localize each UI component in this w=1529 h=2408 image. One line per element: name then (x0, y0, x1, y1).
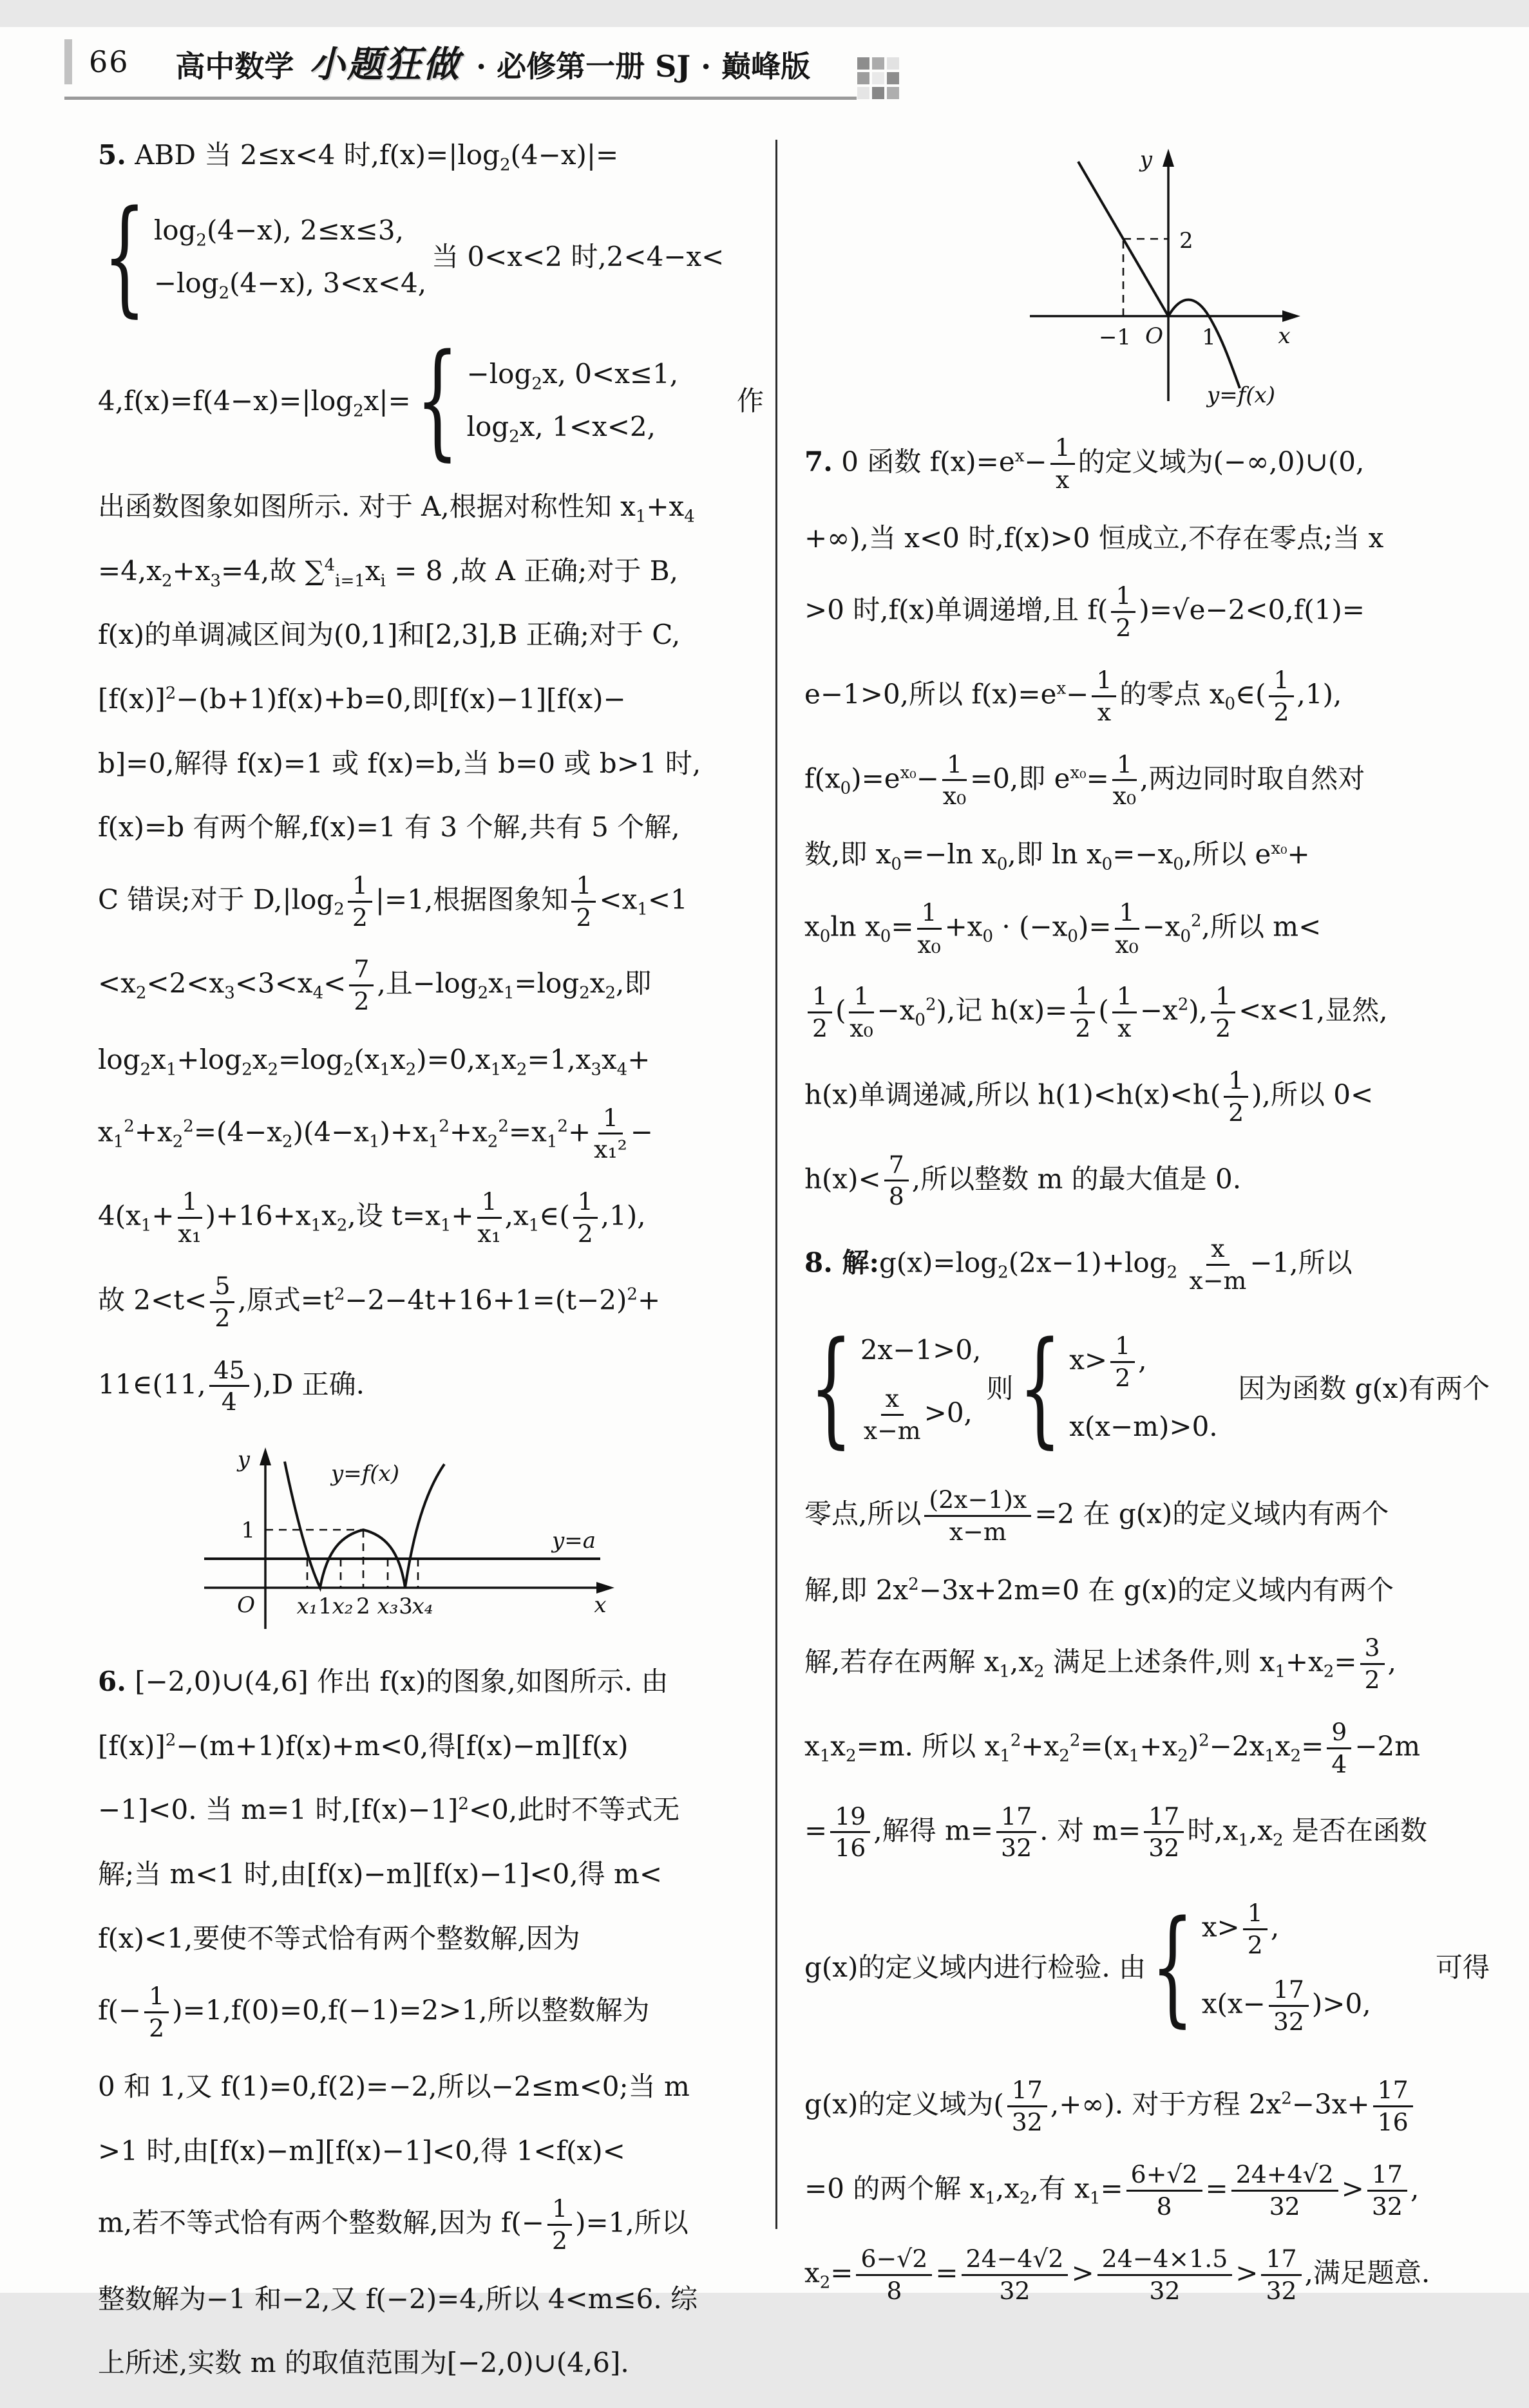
brace-glyph: { (1018, 1315, 1062, 1461)
fraction: $\frac{19}{16}$ (830, 1803, 870, 1862)
text-line: >0 时,f(x)单调递增,且 f( $\frac{1}{2}$ )=√e−2<0,f(1)= (804, 581, 1365, 643)
text-line: >1 时,由[f(x)−m][f(x)−1]<0,得 1<f(x)< (98, 2134, 625, 2167)
curve-label: y=f(x) (331, 1461, 399, 1487)
fraction: $\frac{1}{2}$ (808, 983, 832, 1042)
brace-glyph: { (415, 327, 459, 473)
piecewise-cases (1018, 1315, 1218, 1461)
text-line: 0 和 1,又 f(1)=0,f(2)=−2,所以−2≤m<0;当 m (98, 2070, 690, 2102)
fraction: $\frac{5}{2}$ (210, 1273, 234, 1331)
right-column (788, 136, 1490, 2408)
y-axis-label: y (237, 1447, 250, 1473)
text-line: = $\frac{19}{16}$ ,解得 m= $\frac{17}{32}$ . 对 m= $\frac{17}{32}$ 时$,x_1,x_2$ 是否在函数 (804, 1801, 1427, 1863)
text-line: f(x)<1,要使不等式恰有两个整数解,因为 (98, 1922, 580, 1954)
title-prefix: 高中数学 (175, 49, 294, 84)
fraction: $\frac{9}{4}$ (1327, 1719, 1351, 1778)
text-line: 零点,所以 $\frac{(2x-1)x}{x-m}$ =2 在 g(x)的定义域内有两个 (804, 1485, 1389, 1546)
header-accent-bar (64, 39, 72, 84)
tick-3: 3 (399, 1594, 413, 1620)
text-line: h(x)单调递减,所以 h(1)<h(x)<h( $\frac{1}{2}$ ),所以 0< (804, 1066, 1374, 1127)
case-row: x> $\frac{1}{2}$ , (1201, 1899, 1280, 1960)
fraction: $\frac{17}{32}$ (996, 1803, 1036, 1862)
tick-1: 1 (1202, 325, 1216, 350)
fraction: $\frac{6+√2}{8}$ (1126, 2161, 1202, 2220)
fraction: $\frac{1}{\text{x₀}}$ (942, 749, 967, 811)
fraction: $\frac{24-4\times 1.5}{32}$ (1097, 2246, 1233, 2304)
fraction: $\frac{1}{\text{x₁}}$ (178, 1187, 202, 1248)
fraction: $\frac{1}{2}$ (348, 872, 372, 931)
fraction: $\frac{1}{2}$ (1070, 983, 1095, 1042)
text-line (804, 1315, 1490, 1461)
text-line: $\frac{1}{2}$ ( $\frac{1}{\text{x₀}}$ $-x_0^2$),记 h(x)= $\frac{1}{2}$ ( $\frac{1}{x}$ $-x^2$), $\frac{1}{2}$ <x<1,显然, (804, 983, 1490, 1042)
figure-problem6-graph (1017, 136, 1313, 413)
text-line: +∞),当 x<0 时,f(x)>0 恒成立,不存在零点;当 x (804, 522, 1384, 554)
text-line: $f(x_0)=e^{x_0}-$ $\frac{1}{\text{x₀}}$ =0,即 $e^{x_0}=$ $\frac{1}{\text{x₀}}$ ,两边同时取自然对 (804, 749, 1365, 811)
text-line: $4(x_1+$ $\frac{1}{\text{x₁}}$ )$+16+x_1x_2$,设 $t=x_1+$ $\frac{1}{\text{x₁}}$ $,x_1\in$( $\frac{1}{2}$ ,1), (98, 1187, 646, 1248)
fraction: $\frac{1}{x}$ (1092, 667, 1116, 726)
text-line: b]=0,解得 f(x)=1 或 f(x)=b,当 b=0 或 b>1 时, (98, 747, 701, 779)
fraction: $\frac{1}{2}$ (1111, 583, 1135, 641)
text-line: f(x)的单调减区间为(0,1]和[2,3],B 正确;对于 C, (98, 619, 681, 651)
page-header (64, 27, 857, 100)
text-line: 解;当 m<1 时,由[f(x)−m][f(x)−1]<0,得 m< (98, 1858, 663, 1890)
fraction: $\frac{45}{4}$ (209, 1357, 249, 1416)
fraction: $\frac{3}{2}$ (1360, 1635, 1385, 1693)
text-line: 数,即 $x_0=-\ln$ $x_0$,即 $\ln x_0=-x_0$,所以 $e^{x_0}+$ (804, 838, 1310, 874)
fraction: $\frac{x}{x-m}$ (1189, 1234, 1247, 1295)
fraction: $\frac{1}{2}$ (1243, 1900, 1268, 1959)
tick-1-x: 1 (318, 1594, 332, 1620)
text-line: 上所述,实数 m 的取值范围为[−2,0)∪(4,6]. (98, 2347, 629, 2379)
tick-neg1: −1 (1098, 325, 1132, 350)
case-row: $-\log_2(4-x)$, 3<x<4, (153, 267, 427, 303)
tick-x3: x₃ (377, 1594, 399, 1620)
line-label-y-equals-a: y=a (552, 1528, 596, 1554)
fraction: $\frac{1}{\text{x₀}}$ (917, 898, 941, 959)
tick-1-y: 1 (241, 1518, 255, 1544)
text-segment: g(x)的定义域内进行检验. 由 (804, 1952, 1146, 1984)
column-divider (775, 140, 777, 2229)
text-segment: 当 0<x<2 时,2<4−x< (432, 241, 725, 273)
x-axis-label: x (1278, 323, 1291, 349)
x-axis-arrow (1282, 310, 1300, 322)
origin-label: O (1145, 323, 1163, 349)
text-line: $x_1x_2=m$. 所以 $x_1^2+x_2^2=(x_1+x_2)^2-2x_1x_2=$ $\frac{9}{4}$ −2m (804, 1717, 1421, 1778)
fraction: $\frac{1}{\text{x₀}}$ (850, 982, 873, 1043)
text-line: 11∈(11, $\frac{45}{4}$ ),D 正确. (98, 1355, 365, 1416)
text-line: 8. 解$:g(x)=\log_2(2x-1)+\log_2$ $\frac{x}{x-m}$ −1,所以 (804, 1234, 1353, 1295)
fraction: $\frac{1}{\text{x₁²}}$ (594, 1103, 627, 1164)
y-axis-label: y (1139, 147, 1152, 173)
brand-logo: 小题狂做 (309, 43, 461, 86)
text-line: 6. [−2,0)∪(4,6] 作出 f(x)的图象,如图所示. 由 (98, 1666, 669, 1698)
page-title (175, 36, 810, 88)
fraction: $\frac{24-4√2}{32}$ (962, 2246, 1068, 2304)
text-segment: 可得 (1435, 1952, 1490, 1984)
text-line (98, 327, 764, 473)
y-axis-arrow (260, 1447, 271, 1465)
text-line: $x_1^2+x_2^2=(4-x_2)(4-x_1)+x_1^2+x_2^2=x_1^2+$ $\frac{1}{\text{x₁²}}$ − (98, 1103, 653, 1164)
fraction: $\frac{1}{2}$ (571, 872, 596, 931)
text-line: $x_0\ln$ $x_0=$ $\frac{1}{\text{x₀}}$ $+x_0 \cdot (-x_0)=$ $\frac{1}{\text{x₀}}$ $-x_0^2$,所以 m< (804, 898, 1322, 959)
brace-glyph: { (810, 1315, 853, 1461)
text-line: 解,若存在两解 $x_1,x_2$ 满足上述条件,则 $x_1+x_2=$ $\frac{3}{2}$ , (804, 1633, 1396, 1695)
text-segment: 则 (986, 1372, 1014, 1404)
tick-x1: x₁ (296, 1594, 318, 1620)
fraction: $\frac{1}{\text{x₁}}$ (477, 1187, 501, 1248)
text-line: =0 的两个解 $x_1,x_2$,有 $x_1=$ $\frac{6+√2}{8}$ = $\frac{24+4√2}{32}$ > $\frac{17}{32}$ , (804, 2160, 1420, 2221)
fraction: $\frac{17}{32}$ (1269, 1977, 1309, 2035)
text-line: −1]<0. 当 m=1 时$,[f(x)-1]^2<0$,此时不等式无 (98, 1794, 680, 1826)
text-line: 解,即 $2x^2-3x+2m=0$ 在 g(x)的定义域内有两个 (804, 1574, 1394, 1606)
fraction: $\frac{1}{2}$ (573, 1189, 598, 1247)
fraction: $\frac{1}{2}$ (1224, 1068, 1248, 1126)
two-column-layout (98, 136, 1529, 2408)
tick-x4: x₄ (412, 1594, 433, 1620)
fraction: $\frac{17}{32}$ (1367, 2161, 1407, 2220)
left-column (98, 136, 764, 2408)
page-number: 66 (89, 44, 129, 79)
tick-x2: x₂ (332, 1594, 354, 1620)
piecewise-cases (810, 1315, 982, 1461)
fraction: $\frac{(2x-1)x}{x-m}$ (924, 1487, 1031, 1545)
fraction: $\frac{1}{2}$ (1269, 667, 1293, 726)
fraction: $\frac{1}{\text{x₀}}$ (1115, 898, 1139, 959)
piecewise-cases (415, 327, 679, 473)
fraction: $\frac{7}{2}$ (349, 956, 374, 1015)
fraction: $\frac{24+4√2}{32}$ (1231, 2161, 1338, 2220)
textbook-page (0, 27, 1529, 2379)
text-line: 出函数图象如图所示. 对于 A,根据对称性知 $x_1+x_4$ (98, 491, 695, 527)
fraction: $\frac{17}{16}$ (1373, 2077, 1413, 2136)
text-line: $<x_2<2<x_3<3<x_4<$ $\frac{7}{2}$ ,且$-\log_2x_1=\log_2x_2$,即 (98, 955, 652, 1016)
text-line: m,若不等式恰有两个整数解,因为 f(− $\frac{1}{2}$ )=1,所以 (98, 2194, 689, 2255)
brace-glyph: { (103, 183, 146, 330)
text-line: 7. 0 函数 $f(x)=e^x-$ $\frac{1}{x}$ 的定义域为(−∞,0)∪(0, (804, 433, 1365, 494)
case-row: $\log_2x$, 1<x<2, (466, 411, 656, 447)
text-segment: 作 (736, 384, 764, 417)
text-line: f(x)=b 有两个解,f(x)=1 有 3 个解,共有 5 个解, (98, 811, 680, 843)
curve-label: y=f(x) (1207, 382, 1275, 408)
piecewise-cases (1151, 1891, 1371, 2044)
text-line: e−1>0,所以 $f(x)=e^x-$ $\frac{1}{x}$ 的零点 $x_0\in$( $\frac{1}{2}$ ,1), (804, 665, 1342, 726)
case-row: $-\log_2x$, 0<x≤1, (466, 357, 679, 394)
y-axis-arrow (1163, 149, 1174, 167)
fraction: $\frac{1}{\text{x₀}}$ (1112, 749, 1137, 811)
fraction: $\frac{7}{8}$ (884, 1152, 909, 1210)
case-row: x> $\frac{1}{2}$ , (1069, 1331, 1147, 1392)
text-line: $x_2=$ $\frac{6-√2}{8}$ = $\frac{24-4√2}{32}$ > $\frac{24-4\times 1.5}{32}$ > $\frac{17}{32}$ ,满足题意. (804, 2244, 1430, 2305)
fraction: $\frac{1}{2}$ (1110, 1333, 1135, 1391)
fraction: $\frac{17}{32}$ (1144, 1803, 1184, 1862)
text-line: C 错误;对于 $D,|\log_2$ $\frac{1}{2}$ |=1,根据图象知 $\frac{1}{2}$ $<x_1<1$ (98, 870, 688, 932)
fraction: $\frac{6-√2}{8}$ (856, 2246, 932, 2304)
tick-2: 2 (356, 1594, 370, 1620)
text-line: g(x)的定义域为( $\frac{17}{32}$ ,+∞). 对于方程 $2x^2-3x+$ $\frac{17}{16}$ (804, 2077, 1490, 2136)
text-line: 5. ABD 当 2≤x<4 时$,f(x)=|\log_2(4-x)|=$ (98, 139, 619, 175)
fraction: $\frac{1}{x}$ (1112, 983, 1137, 1042)
text-segment: 因为函数 g(x)有两个 (1238, 1372, 1490, 1404)
tick-2: 2 (1179, 228, 1193, 254)
brace-glyph: { (1151, 1894, 1194, 2040)
text-line: $[f(x)]^2-(m+1)f(x)+m<0$,得[f(x)−m][f(x) (98, 1729, 629, 1762)
x-axis-label: x (594, 1592, 607, 1619)
text-line (804, 1887, 1490, 2047)
text-line: $[f(x)]^2-(b+1)f(x)+b=0$,即[f(x)−1][f(x)− (98, 682, 626, 715)
origin-label: O (237, 1592, 255, 1619)
case-row: $\frac{x}{x-m}$ >0, (863, 1384, 973, 1445)
text-line: f(− $\frac{1}{2}$ )=1,f(0)=0,f(−1)=2>1,所以整数解为 (98, 1982, 650, 2043)
case-row: 2x−1>0, (860, 1333, 982, 1366)
case-row: $\log_2(4-x)$, 2≤x≤3, (153, 214, 404, 250)
text-line: $=4,x_2+x_3=4$,故 $\sum^4_{i=1}x_i = 8$ ,故 A 正确;对于 B, (98, 554, 678, 591)
text-line: 整数解为−1 和−2,又 f(−2)=4,所以 4<m≤6. 综 (98, 2282, 698, 2315)
figure-problem5-graph (188, 1441, 632, 1634)
checker-decoration-icon (857, 57, 899, 99)
text-line: h(x)< $\frac{7}{8}$ ,所以整数 m 的最大值是 0. (804, 1150, 1242, 1211)
piecewise-cases (103, 183, 427, 330)
fraction: $\frac{17}{32}$ (1261, 2246, 1301, 2304)
text-line: $\log_2x_1+\log_2x_2=\log_2(x_1x_2)=0,x_1x_2=1,x_3x_4+$ (98, 1044, 651, 1080)
fraction: $\frac{x}{x-m}$ (863, 1384, 921, 1445)
case-row: x(x−m)>0. (1069, 1410, 1218, 1442)
fraction: $\frac{1}{x}$ (1050, 435, 1075, 493)
fraction: $\frac{1}{2}$ (1211, 983, 1235, 1042)
fraction: $\frac{17}{32}$ (1007, 2077, 1047, 2136)
text-segment: $4,f(x)=f(4-x)=|\log_2x|=$ (98, 384, 411, 420)
fraction: $\frac{1}{2}$ (547, 2196, 572, 2254)
text-line (98, 183, 764, 330)
case-row: x(x− $\frac{17}{32}$ )>0, (1201, 1975, 1371, 2036)
fraction: $\frac{1}{2}$ (144, 1983, 169, 2042)
title-suffix: · 必修第一册 SJ · 巅峰版 (476, 49, 811, 84)
text-line: 故 2<t< $\frac{5}{2}$ ,原式$=t^2-2-4t+16+1=(t-2)^2+$ (98, 1271, 661, 1332)
